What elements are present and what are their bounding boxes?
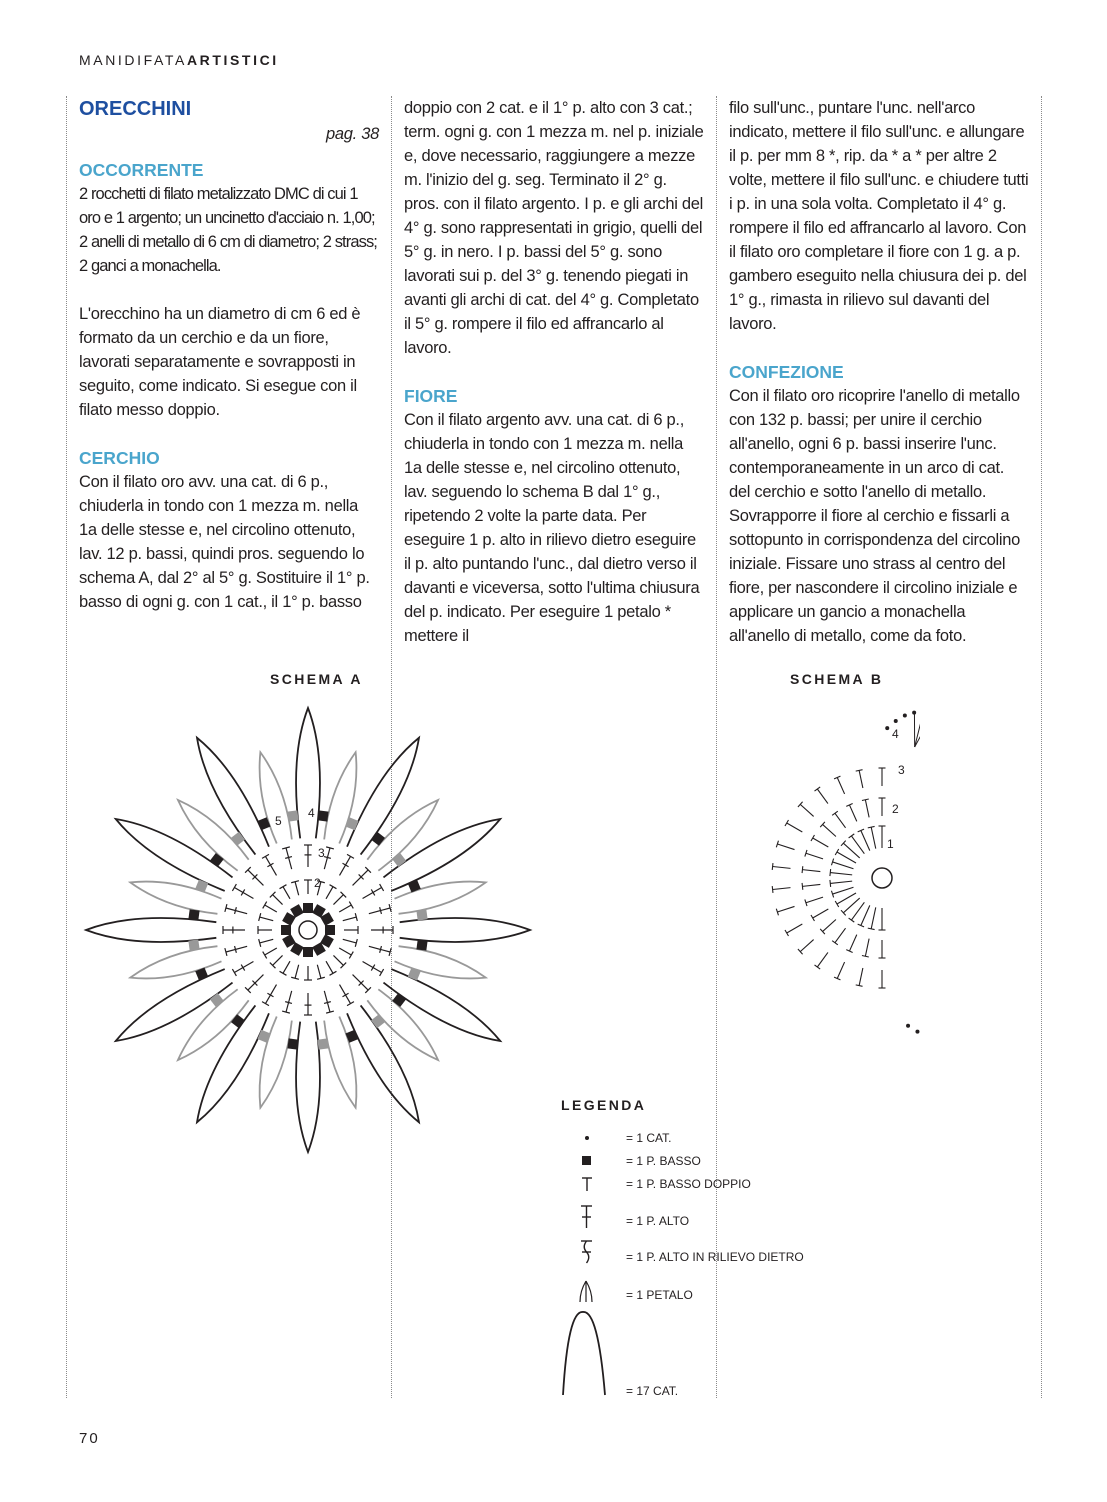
legend-petal-symbol [580, 1281, 592, 1302]
basso-doppio-stitch [343, 939, 357, 943]
basso-stitch [210, 993, 224, 1007]
petal-loop [296, 1022, 320, 1152]
alto-stitch-head [868, 928, 875, 929]
legend-label-petalo: = 1 PETALO [626, 1288, 693, 1302]
alto-stitch [830, 881, 852, 883]
basso-doppio-stitch [343, 917, 357, 921]
basso-doppio-stitch [339, 905, 351, 912]
alto-stitch [833, 887, 854, 894]
alto-stitch [849, 935, 856, 951]
round-number: 5 [275, 814, 282, 828]
basso-doppio-stitch [265, 905, 277, 912]
alto-stitch-head [380, 969, 384, 976]
basso-stitch [231, 832, 245, 846]
basso-stitch [287, 810, 298, 821]
alto-stitch [777, 906, 794, 912]
legend-symbols [555, 1125, 625, 1400]
basso-stitch [317, 810, 328, 821]
basso-doppio-stitch [260, 939, 274, 943]
alto-stitch [806, 853, 823, 859]
alto-stitch-head [815, 787, 821, 791]
round-number: 2 [314, 876, 321, 890]
basso-stitch [188, 909, 199, 920]
alto-stitch [817, 789, 828, 804]
alto-stitch-head [811, 915, 815, 921]
basso-doppio-stitch-head [349, 952, 353, 959]
alto-stitch [777, 844, 794, 850]
alto-stitch-head [830, 869, 831, 876]
basso-doppio-stitch [295, 882, 299, 896]
alto-stitch [823, 824, 836, 836]
alto-stitch [861, 830, 870, 850]
alto-stitch-head [849, 918, 855, 922]
basso-doppio-stitch-head [263, 902, 267, 909]
alto-stitch [843, 898, 859, 913]
alto-stitch [800, 940, 813, 952]
alto-stitch [837, 893, 856, 904]
legend-post-stitch-symbol [581, 1241, 592, 1263]
occorrente-heading: OCCORRENTE [79, 160, 204, 180]
petal-loop [395, 882, 486, 914]
basso-doppio-stitch [273, 955, 283, 965]
basso-stitch [416, 939, 427, 950]
basso-doppio-stitch [265, 948, 277, 955]
fiore-text: Con il filato argento avv. una cat. di 6 p., chiuderla in tondo con 1 mezza m. nella 1a delle stesse e, nel circolino ottenuto, lav. seguendo lo schema B dal 1° g., ripetendo 2 volte la parte data. Per eseguire 1 p. alto in rilievo dietro eseguire il p. alto puntando l'unc., dal dietro verso il davanti e viceversa, sotto l'ultima chiusura del p. indicato. Per eseguire 1 petalo * mettere il [404, 411, 700, 645]
column-rule-left [66, 96, 67, 1398]
text-column-3 [729, 96, 1029, 648]
alto-stitch [813, 909, 829, 918]
alto-stitch-head [830, 880, 831, 887]
alto-stitch-head [862, 956, 869, 957]
center-basso-stitch [303, 947, 313, 957]
basso-stitch [392, 993, 406, 1007]
alto-stitch-head [785, 820, 789, 826]
alto-stitch-head [380, 884, 384, 891]
alto-stitch [800, 804, 813, 816]
alto-stitch-bar [371, 965, 375, 971]
basso-doppio-stitch [260, 917, 274, 921]
occorrente-text: 2 rocchetti di filato metalizzato DMC di cui 1 oro e 1 argento; un uncinetto d'acciaio n. 1,00; 2 anelli di metallo di 6 cm di diametro; 2 strass; 2 ganci a monachella. [79, 185, 377, 275]
alto-stitch-head [835, 849, 839, 855]
cerchio-text-continued: doppio con 2 cat. e il 1° p. alto con 3 cat.; term. ogni g. con 1 mezza m. nel p. iniziale e, dove necessario, raggiungere a mezze m. l'inizio del g. seg. Terminato il 2° g. pros. con il filato argento. I p. e gli archi del 4° g. sono rappresentati in grigio, quelli del 5° g. in nero. I p. bassi del 5° g. sono lavorati sui p. del 3° g. tenendo piegati in avanti gli archi di cat. del 4° g. Completato il 5° g. rompere il filo ed affrancarlo al lavoro. [404, 99, 704, 357]
cerchio-text: Con il filato oro avv. una cat. di 6 p., chiuderla in tondo con 1 mezza m. nella 1a delle stesse e, nel circolino ottenuto, lav. 12 p. bassi, quindi pros. seguendo lo schema A, dal 2° al 5° g. Sostituire il 1° p. basso di ogni g. con 1 cat., il 1° p. basso [79, 473, 370, 611]
alto-stitch [851, 902, 864, 920]
alto-stitch [837, 962, 844, 978]
round-number: 3 [318, 846, 325, 860]
alto-stitch [802, 884, 820, 886]
alto-stitch [833, 862, 854, 869]
alto-stitch [813, 838, 829, 847]
basso-doppio-stitch [333, 895, 343, 905]
alto-stitch [363, 962, 382, 973]
text-column-1 [79, 96, 379, 614]
legend-t-stitch-symbol [582, 1178, 592, 1191]
legend-arch-symbol [563, 1312, 605, 1395]
basso-stitch [317, 1038, 328, 1049]
alto-stitch-head [832, 811, 838, 815]
fiore-text-continued: filo sull'unc., puntare l'unc. nell'arco indicato, mettere il filo sull'unc. e allungare il p. per mm 8 *, rip. da * a * per altre 2 volte, mettere il filo sull'unc. e chiudere tutti i p. in una sola volta. Completato il 4° g. rompere il filo ed affrancarlo al lavoro. Con il filato oro completare il fiore con 1 g. a p. gambero eseguito nella chiusura dei p. del 1° g., rimasta in rilievo sul davanti del lavoro. [729, 99, 1029, 333]
basso-doppio-stitch-head [330, 885, 337, 889]
alto-stitch [851, 836, 864, 854]
alto-stitch-head [772, 886, 773, 893]
petal-loop [400, 918, 530, 942]
alto-stitch-head [849, 834, 855, 838]
basso-stitch [188, 939, 199, 950]
alto-stitch [234, 962, 253, 973]
chain-dot [885, 726, 889, 730]
petal-loop [324, 1017, 356, 1108]
chain-dot [915, 1030, 919, 1034]
round-number: 4 [892, 727, 899, 741]
starting-ring [299, 921, 317, 939]
alto-stitch-head [347, 1002, 354, 1006]
basso-stitch [345, 1030, 358, 1043]
round-number: 2 [892, 802, 899, 816]
confezione-heading: CONFEZIONE [729, 362, 844, 382]
round-number: 3 [898, 763, 905, 777]
chain-dot [906, 1024, 910, 1028]
starting-ring [872, 868, 892, 888]
basso-stitch [287, 1038, 298, 1049]
petal-loop [130, 882, 221, 914]
basso-doppio-stitch-head [349, 902, 353, 909]
alto-stitch [835, 813, 846, 828]
alto-stitch [859, 968, 863, 986]
alto-stitch [837, 852, 856, 863]
alto-stitch [843, 843, 859, 858]
basso-stitch [408, 967, 421, 980]
alto-stitch [835, 928, 846, 943]
center-basso-stitch [325, 925, 335, 935]
basso-doppio-stitch [326, 887, 333, 899]
alto-stitch-head [862, 799, 869, 800]
basso-doppio-stitch [339, 948, 351, 955]
basso-doppio-stitch [326, 961, 333, 973]
basso-stitch [416, 909, 427, 920]
round-number: 4 [308, 806, 315, 820]
alto-stitch [248, 870, 264, 886]
center-basso-stitch [303, 903, 313, 913]
alto-stitch [787, 823, 803, 832]
schema-b-title: SCHEMA B [790, 671, 884, 687]
article-title: ORECCHINI [79, 98, 192, 120]
alto-stitch-head [347, 854, 354, 858]
schema-b-diagram [700, 700, 920, 1050]
petal-loop [130, 946, 221, 978]
legend-square-symbol [582, 1156, 591, 1165]
alto-stitch [859, 770, 863, 788]
alto-stitch [266, 985, 277, 1004]
basso-stitch [257, 817, 270, 830]
alto-stitch [234, 888, 253, 899]
basso-doppio-stitch [317, 965, 321, 979]
basso-doppio-stitch [273, 895, 283, 905]
alto-stitch [806, 897, 823, 903]
legend-label-cat: = 1 CAT. [626, 1131, 672, 1145]
alto-stitch-head [856, 985, 863, 986]
alto-stitch [861, 905, 870, 925]
basso-stitch [408, 879, 421, 892]
alto-stitch-head [262, 1002, 269, 1006]
alto-stitch-bar [241, 889, 245, 895]
alto-stitch-head [232, 884, 236, 891]
basso-doppio-stitch-head [263, 952, 267, 959]
petal-loop [324, 752, 356, 843]
alto-stitch-head [835, 901, 839, 907]
alto-stitch [340, 856, 351, 875]
alto-stitch-head [785, 930, 789, 936]
petal-loop [260, 1017, 292, 1108]
page-reference: pag. 38 [326, 125, 379, 143]
alto-stitch [773, 888, 791, 890]
alto-stitch [871, 907, 876, 929]
intro-text: L'orecchino ha un diametro di cm 6 ed è formato da un cerchio e da un fiore, lavorati separatamente e sovrapposti in seguito, come indicato. Si esegue con il filato messo doppio. [79, 305, 361, 419]
basso-stitch [392, 853, 406, 867]
legend-title: LEGENDA [561, 1097, 647, 1113]
basso-doppio-stitch [333, 955, 343, 965]
alto-stitch-bar [267, 863, 273, 867]
alto-stitch [773, 867, 791, 869]
alto-stitch [823, 919, 836, 931]
round-number: 1 [887, 837, 894, 851]
alto-stitch-head [811, 835, 815, 841]
basso-doppio-stitch-head [280, 971, 287, 975]
alto-stitch [865, 939, 869, 957]
alto-stitch-head [772, 863, 773, 870]
alto-stitch-bar [343, 993, 349, 997]
petal-loop [86, 918, 216, 942]
basso-doppio-stitch [283, 961, 290, 973]
confezione-text: Con il filato oro ricoprire l'anello di metallo con 132 p. bassi; per unire il cerchio all'anello, ogni 6 p. bassi inserire l'unc. contemporaneamente in un arco di cat. del cerchio e sotto l'anello di metallo. Sovrapporre il fiore al cerchio e fissarli a sottopunto in corrispondenza del circolino iniziale. Fissare uno strass al centro del fiore, per nascondere il circolino iniziale e applicare un gancio a monachella all'anello di metallo, come da foto. [729, 387, 1020, 645]
alto-stitch [817, 952, 828, 967]
alto-stitch [340, 985, 351, 1004]
cerchio-heading: CERCHIO [79, 448, 160, 468]
alto-stitch [266, 856, 277, 875]
alto-stitch-head [832, 941, 838, 945]
alto-stitch [802, 870, 820, 872]
basso-stitch [195, 879, 208, 892]
alto-stitch [830, 873, 852, 875]
basso-stitch [371, 832, 385, 846]
petal-loop [260, 752, 292, 843]
alto-stitch [353, 975, 369, 991]
alto-stitch [837, 778, 844, 794]
legend-label-alto-rilievo: = 1 P. ALTO IN RILIEVO DIETRO [626, 1250, 804, 1264]
magazine-header: MANIDIFATAARTISTICI [79, 52, 279, 68]
chain-dot [894, 719, 898, 723]
basso-doppio-stitch-head [330, 971, 337, 975]
basso-doppio-stitch-head [280, 885, 287, 889]
column-rule-right [1041, 96, 1042, 1398]
text-column-2 [404, 96, 704, 648]
fiore-heading: FIORE [404, 386, 458, 406]
alto-stitch-bar [241, 965, 245, 971]
basso-doppio-stitch [283, 887, 290, 899]
alto-stitch-head [802, 866, 803, 873]
basso-stitch [345, 817, 358, 830]
legend-label-basso-doppio: = 1 P. BASSO DOPPIO [626, 1177, 751, 1191]
basso-stitch [210, 853, 224, 867]
basso-stitch [195, 967, 208, 980]
chain-dot [903, 713, 907, 717]
alto-stitch-head [262, 854, 269, 858]
alto-stitch-head [815, 965, 821, 969]
petal-loop [395, 946, 486, 978]
legend-cross-stitch-symbol [581, 1206, 592, 1228]
alto-stitch-head [868, 826, 875, 827]
alto-stitch-bar [267, 993, 273, 997]
alto-stitch [787, 924, 803, 933]
basso-doppio-stitch [295, 965, 299, 979]
alto-stitch-head [802, 883, 803, 890]
legend-dot-symbol [585, 1136, 589, 1140]
alto-stitch-bar [343, 863, 349, 867]
alto-stitch [849, 805, 856, 821]
alto-stitch-head [232, 969, 236, 976]
alto-stitch [353, 870, 369, 886]
basso-stitch [371, 1014, 385, 1028]
legend-label-basso: = 1 P. BASSO [626, 1154, 701, 1168]
page-number: 70 [79, 1430, 100, 1447]
basso-stitch [257, 1030, 270, 1043]
basso-stitch [231, 1014, 245, 1028]
center-basso-stitch [281, 925, 291, 935]
legend-label-17-cat: = 17 CAT. [626, 1384, 679, 1398]
alto-stitch-head [856, 770, 863, 771]
schema-a-title: SCHEMA A [270, 671, 363, 687]
alto-stitch [871, 827, 876, 849]
schema-a-diagram [78, 700, 538, 1160]
alto-stitch [248, 975, 264, 991]
legend-label-alto: = 1 P. ALTO [626, 1214, 690, 1228]
alto-stitch [363, 888, 382, 899]
alto-stitch-bar [371, 889, 375, 895]
alto-stitch [865, 800, 869, 818]
